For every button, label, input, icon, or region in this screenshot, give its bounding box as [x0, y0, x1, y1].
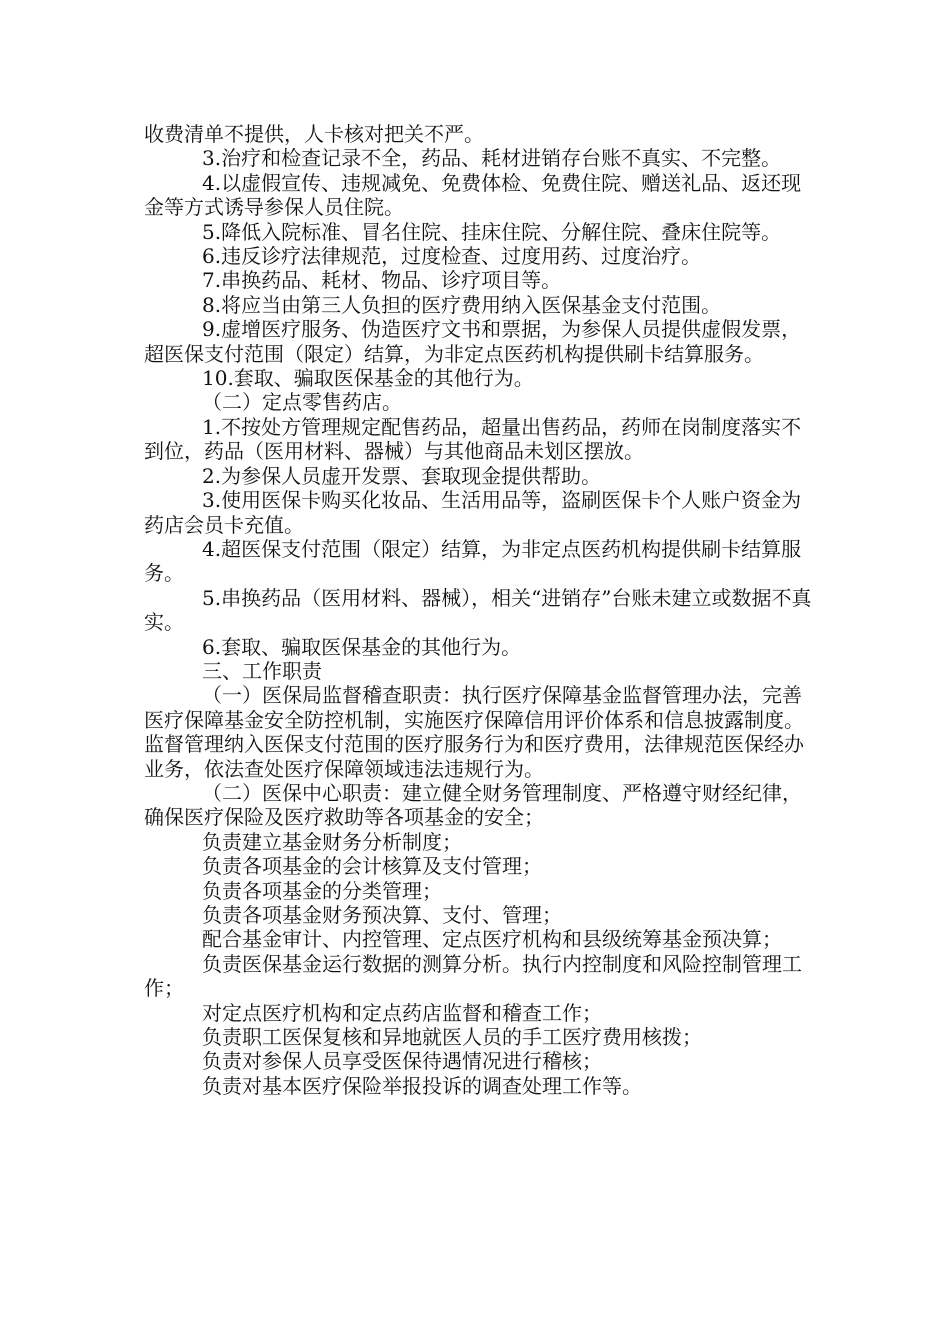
paragraph: 配合基金审计、内控管理、定点医疗机构和县级统筹基金预决算；: [202, 927, 782, 952]
paragraph: 4.超医保支付范围（限定）结算，为非定点医药机构提供刷卡结算服务。: [144, 536, 802, 586]
paragraph: 9.虚增医疗服务、伪造医疗文书和票据，为参保人员提供虚假发票，超医保支付范围（限定）结算，为非定点医药机构提供刷卡结算服务。: [144, 317, 802, 366]
paragraph: 8.将应当由第三人负担的医疗费用纳入医保基金支付范围。: [202, 292, 722, 317]
paragraph: 负责医保基金运行数据的测算分析。执行内控制度和风险控制管理工作；: [144, 951, 802, 1001]
paragraph: 3.使用医保卡购买化妆品、生活用品等，盗刷医保卡个人账户资金为药店会员卡充值。: [144, 488, 802, 537]
paragraph: 负责各项基金财务预决算、支付、管理；: [202, 903, 562, 927]
paragraph: 负责各项基金的会计核算及支付管理；: [202, 854, 542, 879]
paragraph: （二）医保中心职责：建立健全财务管理制度、严格遵守财经纪律，确保医疗保险及医疗救助等各项基金的安全；: [144, 780, 802, 830]
paragraph: 4.以虚假宣传、违规减免、免费体检、免费住院、赠送礼品、返还现金等方式诱导参保人员住院。: [144, 170, 802, 220]
paragraph: 收费清单不提供，人卡核对把关不严。: [144, 122, 484, 146]
paragraph: 1.不按处方管理规定配售药品，超量出售药品，药师在岗制度落实不到位，药品（医用材料、器械）与其他商品未划区摆放。: [144, 414, 802, 464]
paragraph: 2.为参保人员虚开发票、套取现金提供帮助。: [202, 463, 602, 488]
paragraph: 负责对基本医疗保险举报投诉的调查处理工作等。: [202, 1073, 642, 1098]
paragraph: 负责建立基金财务分析制度；: [202, 829, 462, 854]
paragraph: 7.串换药品、耗材、物品、诊疗项目等。: [202, 268, 562, 293]
paragraph: （一）医保局监督稽查职责：执行医疗保障基金监督管理办法，完善医疗保障基金安全防控机制，实施医疗保障信用评价体系和信息披露制度。监督管理纳入医保支付范围的医疗服务行为和医疗费用，法律规范医保经办业务，依法查处医疗保障领域违法违规行为。: [144, 683, 804, 781]
paragraph: 5.降低入院标准、冒名住院、挂床住院、分解住院、叠床住院等。: [202, 219, 782, 244]
paragraph: 10.套取、骗取医保基金的其他行为。: [202, 366, 534, 391]
paragraph: 负责职工医保复核和异地就医人员的手工医疗费用核拨；: [202, 1025, 702, 1050]
paragraph: 6.套取、骗取医保基金的其他行为。: [202, 634, 522, 659]
paragraph: 负责各项基金的分类管理；: [202, 878, 442, 903]
paragraph: 负责对参保人员享受医保待遇情况进行稽核；: [202, 1049, 602, 1074]
section-heading: （二）定点零售药店。: [202, 390, 402, 415]
paragraph: 对定点医疗机构和定点药店监督和稽查工作；: [202, 1000, 602, 1025]
document-body: [144, 122, 814, 1098]
paragraph: 3.治疗和检查记录不全，药品、耗材进销存台账不真实、不完整。: [202, 146, 782, 171]
paragraph: 6.违反诊疗法律规范，过度检查、过度用药、过度治疗。: [202, 244, 702, 269]
section-heading: 三、工作职责: [202, 658, 322, 683]
paragraph: 5.串换药品（医用材料、器械），相关“进销存”台账未建立或数据不真实。: [144, 585, 812, 635]
